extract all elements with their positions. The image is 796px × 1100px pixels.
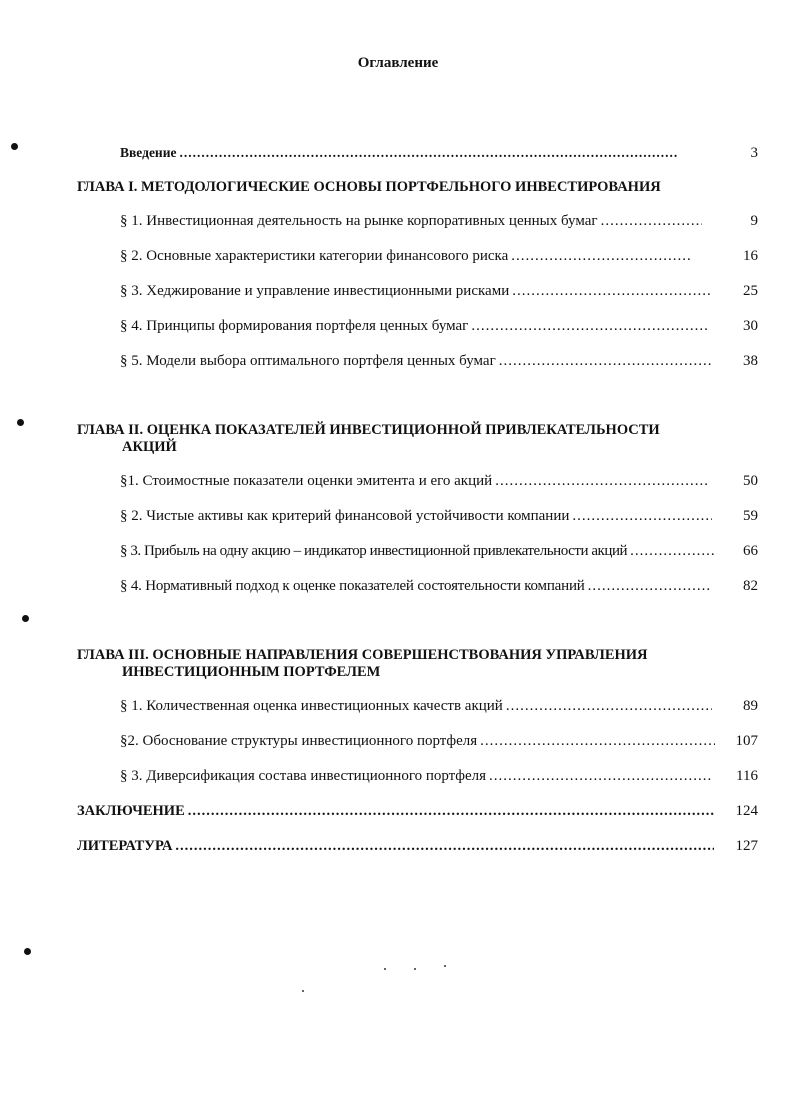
toc-entry	[120, 353, 715, 370]
toc-entry	[120, 283, 715, 300]
toc-entry-literature	[77, 838, 717, 855]
toc-page-number: 30	[743, 318, 758, 334]
dot-leader	[175, 838, 714, 855]
chapter-heading-text: ГЛАВА I. МЕТОДОЛОГИЧЕСКИЕ ОСНОВЫ ПОРТФЕЛЬНОГО ИНВЕСТИРОВАНИЯ	[77, 179, 661, 195]
chapter-heading-continuation: АКЦИЙ	[122, 439, 177, 455]
toc-page-number: 124	[735, 803, 758, 819]
toc-entry	[120, 578, 715, 595]
toc-entry	[120, 733, 718, 750]
dot-leader	[480, 733, 715, 750]
dot-leader	[512, 283, 712, 300]
punch-mark	[11, 143, 18, 150]
chapter-heading	[77, 647, 737, 681]
toc-entry-label: § 2. Основные характеристики категории финансового риска	[120, 248, 509, 264]
toc-entry	[120, 543, 717, 560]
toc-page-number: 107	[735, 733, 758, 749]
toc-entry-label: §2. Обоснование структуры инвестиционного портфеля	[120, 733, 478, 749]
toc-page-number: 25	[743, 283, 758, 299]
toc-page-number: 3	[750, 145, 758, 161]
toc-entry	[120, 508, 715, 525]
punch-mark	[22, 615, 29, 622]
dot-leader	[499, 353, 712, 370]
page-title: Оглавление	[357, 55, 439, 71]
dot-leader	[489, 768, 712, 785]
toc-entry-label: § 4. Нормативный подход к оценке показателей состоятельности компаний	[120, 578, 585, 594]
toc-entry	[120, 248, 694, 265]
toc-page-number: 82	[743, 578, 758, 594]
toc-page-number: 127	[735, 838, 758, 854]
toc-entry-label: § 3. Диверсификация состава инвестиционного портфеля	[120, 768, 486, 784]
toc-entry-intro	[120, 145, 680, 161]
toc-entry-label: Введение	[120, 145, 177, 160]
toc-page-number: 66	[743, 543, 758, 559]
chapter-heading-continuation: ИНВЕСТИЦИОННЫМ ПОРТФЕЛЕМ	[122, 664, 381, 680]
toc-entry	[120, 698, 715, 715]
dot-leader	[179, 145, 677, 161]
dot-leader	[601, 213, 702, 230]
toc-page-number: 9	[750, 213, 758, 229]
toc-page-number: 16	[743, 248, 758, 264]
dot-leader	[630, 543, 714, 560]
scan-speck	[414, 968, 416, 970]
toc-page-number: 59	[743, 508, 758, 524]
toc-entry	[120, 318, 710, 335]
toc-entry-label: § 4. Принципы формирования портфеля ценных бумаг	[120, 318, 469, 334]
dot-leader	[506, 698, 712, 715]
toc-page-number: 89	[743, 698, 758, 714]
chapter-heading	[77, 422, 737, 456]
toc-entry-label: § 3. Хеджирование и управление инвестиционными рисками	[120, 283, 510, 299]
toc-entry-conclusion	[77, 803, 717, 820]
punch-mark	[24, 948, 31, 955]
dot-leader	[495, 473, 707, 490]
toc-entry-label: § 5. Модели выбора оптимального портфеля ценных бумаг	[120, 353, 496, 369]
scan-speck	[302, 990, 304, 992]
toc-entry	[120, 213, 705, 230]
punch-mark	[17, 419, 24, 426]
toc-page-number: 50	[743, 473, 758, 489]
chapter-heading-text: ГЛАВА III. ОСНОВНЫЕ НАПРАВЛЕНИЯ СОВЕРШЕНСТВОВАНИЯ УПРАВЛЕНИЯ	[77, 647, 648, 663]
toc-entry-label: ЛИТЕРАТУРА	[77, 838, 173, 854]
scan-speck	[384, 968, 386, 970]
dot-leader	[471, 318, 707, 335]
dot-leader	[588, 578, 712, 595]
toc-page-number: 38	[743, 353, 758, 369]
dot-leader	[572, 508, 712, 525]
toc-entry-label: § 1. Количественная оценка инвестиционных качеств акций	[120, 698, 503, 714]
toc-entry-label: § 3. Прибыль на одну акцию – индикатор инвестиционной привлекательности акций	[120, 543, 628, 559]
toc-entry-label: § 1. Инвестиционная деятельность на рынке корпоративных ценных бумаг	[120, 213, 598, 229]
dot-leader	[511, 248, 691, 265]
chapter-heading	[77, 179, 737, 196]
toc-page-number: 116	[736, 768, 758, 784]
scan-speck	[444, 965, 446, 967]
chapter-heading-text: ГЛАВА II. ОЦЕНКА ПОКАЗАТЕЛЕЙ ИНВЕСТИЦИОННОЙ ПРИВЛЕКАТЕЛЬНОСТИ	[77, 422, 660, 438]
toc-entry-label: §1. Стоимостные показатели оценки эмитента и его акций	[120, 473, 493, 489]
toc-entry	[120, 473, 710, 490]
dot-leader	[188, 803, 714, 820]
toc-entry-label: § 2. Чистые активы как критерий финансовой устойчивости компании	[120, 508, 570, 524]
toc-entry-label: ЗАКЛЮЧЕНИЕ	[77, 803, 185, 819]
toc-entry	[120, 768, 715, 785]
